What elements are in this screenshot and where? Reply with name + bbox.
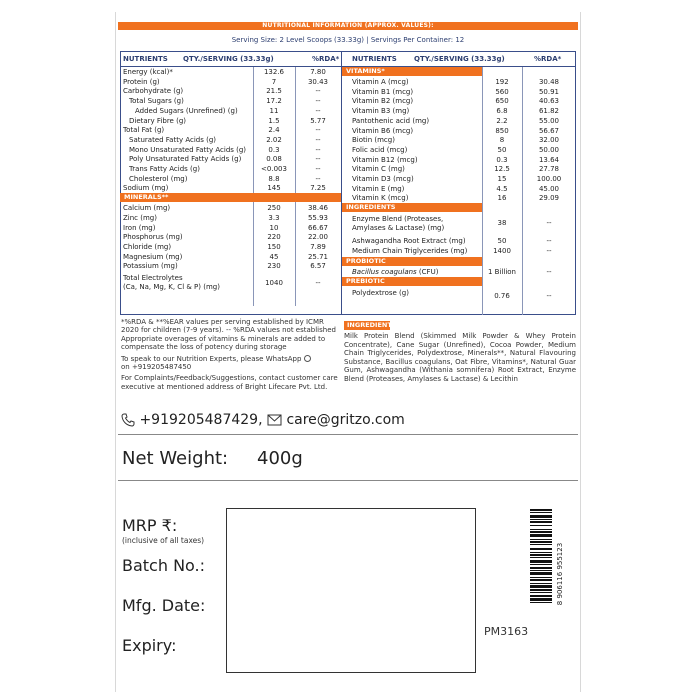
nutrient-label: Total Fat (g) (123, 126, 165, 135)
probiotic-unit: (CFU) (416, 267, 439, 276)
table-header-rda: %RDA* (312, 55, 340, 63)
nutrient-qty: 132.6 (263, 68, 285, 76)
nutrient-rda: 7.25 (310, 184, 326, 193)
nutrient-qty: 11 (269, 106, 279, 115)
ingredients-table-heading: INGREDIENTS (342, 203, 482, 212)
contact-line (121, 412, 405, 428)
nutrition-title: NUTRITIONAL INFORMATION (APPROX. VALUES): (118, 22, 578, 30)
mineral-qty: 250 (267, 204, 281, 213)
ingredient-label: Ashwagandha Root Extract (mg) (352, 237, 466, 246)
mineral-qty: 3.3 (268, 213, 280, 222)
vitamin-label: Vitamin A (mcg) (352, 78, 409, 86)
vitamin-qty: 50 (497, 145, 507, 154)
electrolytes-rda: -- (315, 279, 321, 287)
expiry-label: Expiry: (122, 636, 177, 655)
mineral-label: Potassium (mg) (123, 262, 178, 271)
nutrient-qty: 2.4 (268, 126, 280, 135)
nutrient-qty: 17.2 (266, 97, 282, 106)
table-header-nutrients: NUTRIENTS (123, 55, 168, 63)
barcode-bar (530, 577, 552, 578)
nutrient-rda: 7.80 (310, 68, 326, 76)
vitamin-rda: 27.78 (538, 165, 560, 174)
barcode-bar (530, 534, 552, 537)
complaints-note: For Complaints/Feedback/Suggestions, contact customer care executive at mentioned address of Bright Lifecare Pvt. Ltd. (121, 374, 338, 391)
mineral-label: Zinc (mg) (123, 213, 157, 222)
mrp-subtext: (inclusive of all taxes) (122, 536, 205, 545)
vitamin-rda: 56.67 (538, 126, 560, 135)
vitamin-label: Vitamin B1 (mcg) (352, 87, 414, 96)
barcode-bar (530, 592, 552, 593)
nutrient-label: Energy (kcal)* (123, 68, 173, 76)
barcode-bar (530, 509, 552, 511)
vitamin-qty: 4.5 (496, 184, 508, 193)
vitamin-rda: 50.00 (538, 145, 560, 154)
table-header-rda: %RDA* (534, 55, 562, 63)
vitamins-heading: VITAMINS* (342, 67, 482, 76)
ingredient-label: Enzyme Blend (Proteases, (352, 215, 444, 224)
ingredient-qty: 50 (497, 237, 507, 246)
ingredient-label-2: Amylases & Lactase) (mg) (352, 224, 445, 233)
vitamin-qty: 6.8 (496, 107, 508, 116)
ingredients-text: Milk Protein Blend (Skimmed Milk Powder & Whey Protein Concentrate), Cane Sugar (Unrefined), Cocoa Powder, Medium Chain Triglycerides, Polydextrose, Minerals**, Natural Flavouring Substance, Bacillus coagulans, Oat Fibre, Vitamins*, Natural Guar Gum, Ashwagandha (Withania somnifera) Root Extract, Enzyme Blend (Proteases, Amylases & Lactase) & Lecithin (344, 332, 576, 383)
divider (118, 480, 578, 481)
ingredient-rda: -- (546, 219, 552, 228)
prebiotic-qty: 0.76 (494, 291, 510, 300)
mineral-label: Phosphorus (mg) (123, 233, 183, 242)
mineral-label: Chloride (mg) (123, 242, 172, 251)
barcode-bar (530, 570, 552, 571)
nutrient-rda: -- (315, 145, 321, 154)
nutrient-qty: 1.5 (268, 116, 280, 125)
probiotic-label (352, 267, 438, 277)
barcode-bar (530, 579, 552, 581)
vitamin-label: Vitamin K (mcg) (352, 194, 409, 203)
barcode-bar (530, 525, 552, 526)
whatsapp-text: To speak to our Nutrition Experts, please WhatsApp (121, 354, 302, 363)
barcode-bar (530, 557, 552, 558)
vitamin-rda: 13.64 (538, 155, 560, 164)
vitamin-label: Vitamin D3 (mcg) (352, 175, 414, 183)
vitamin-rda: 55.00 (538, 116, 560, 125)
barcode-bar (530, 583, 552, 584)
nutrient-rda: -- (315, 155, 321, 164)
vitamin-rda: 100.00 (536, 175, 562, 183)
vitamin-rda: 29.09 (538, 194, 560, 203)
vitamin-label: Vitamin B3 (mg) (352, 107, 410, 116)
nutrient-rda: -- (315, 126, 321, 135)
vitamin-label: Biotin (mcg) (352, 136, 395, 145)
barcode-bar (530, 602, 552, 603)
vitamin-qty: 16 (497, 194, 507, 203)
probiotic-qty: 1 Billion (488, 267, 516, 276)
vitamin-qty: 850 (495, 126, 509, 135)
vitamin-label: Vitamin E (mg) (352, 184, 405, 193)
nutrient-rda: -- (315, 97, 321, 106)
nutrient-label: Trans Fatty Acids (g) (129, 165, 200, 173)
whatsapp-note (121, 355, 339, 363)
vitamin-qty: 0.3 (496, 155, 508, 164)
nutrient-qty: 2.02 (266, 135, 282, 144)
ingredient-qty: 1400 (493, 246, 511, 255)
ingredients-heading: INGREDIENTS (344, 321, 390, 330)
barcode-digits: 8 906116 955123 (556, 542, 564, 606)
mineral-label: Iron (mg) (123, 223, 156, 232)
whatsapp-number: on +919205487450 (121, 363, 192, 372)
electrolytes-label: Total Electrolytes (123, 274, 183, 282)
email-icon (267, 414, 282, 426)
vitamin-rda: 50.91 (538, 87, 560, 96)
mineral-qty: 45 (269, 252, 279, 261)
probiotic-heading: PROBIOTIC (342, 257, 482, 266)
nutrient-rda: -- (315, 174, 321, 183)
barcode-bar (530, 519, 552, 520)
nutrient-label: Poly Unsaturated Fatty Acids (g) (129, 155, 242, 164)
ingredient-rda: -- (546, 246, 552, 255)
vitamin-label: Vitamin C (mg) (352, 165, 405, 174)
minerals-heading: MINERALS** (120, 193, 341, 202)
vitamin-qty: 650 (495, 97, 509, 106)
vitamin-rda: 30.48 (538, 78, 560, 86)
vitamin-label: Vitamin B2 (mcg) (352, 97, 414, 106)
nutrient-label: Protein (g) (123, 77, 160, 86)
mineral-label: Magnesium (mg) (123, 252, 183, 261)
barcode-bar (530, 548, 552, 550)
ingredient-label: Medium Chain Triglycerides (mg) (352, 246, 468, 255)
contact-phone: +919205487429, (139, 412, 263, 428)
net-weight-value: 400g (257, 448, 303, 469)
mfg-date-label: Mfg. Date: (122, 596, 206, 615)
mineral-rda: 25.71 (307, 252, 329, 261)
rda-note: *%RDA & **%EAR values per serving established by ICMR 2020 for children (7-9 years). -- %RDA values not established (121, 318, 336, 335)
nutrient-label: Cholesterol (mg) (129, 174, 188, 183)
barcode-bar (530, 512, 552, 513)
nutrient-label: Carbohydrate (g) (123, 87, 184, 96)
barcode-bar (530, 595, 552, 597)
nutrient-qty: 0.08 (266, 155, 282, 164)
vitamin-qty: 12.5 (494, 165, 510, 174)
barcode-bar (530, 544, 552, 545)
barcode-bar (530, 585, 552, 588)
barcode-bar (530, 541, 552, 543)
nutrient-rda: 30.43 (307, 77, 329, 86)
mineral-qty: 220 (267, 233, 281, 242)
ingredient-qty: 38 (497, 219, 507, 228)
barcode-bar (530, 552, 552, 553)
mineral-qty: 150 (267, 242, 281, 251)
nutrient-rda: 5.77 (310, 116, 326, 125)
divider (118, 434, 578, 435)
table-header-qty: QTY./SERVING (33.33g) (414, 55, 505, 63)
vitamin-label: Pantothenic acid (mg) (352, 116, 430, 125)
mineral-label: Calcium (mg) (123, 204, 171, 213)
vitamin-qty: 15 (497, 175, 507, 183)
vitamin-qty: 192 (495, 78, 509, 86)
footnotes (121, 318, 339, 391)
nutrient-label: Total Sugars (g) (129, 97, 184, 106)
barcode-bar (530, 567, 552, 569)
barcode-bar (530, 560, 552, 563)
barcode-bar (530, 529, 552, 530)
contact-email: care@gritzo.com (286, 412, 405, 428)
serving-info: Serving Size: 2 Level Scoops (33.33g) | Servings Per Container: 12 (231, 36, 465, 44)
vitamin-qty: 8 (499, 136, 505, 145)
nutrient-qty: <0.003 (261, 165, 287, 173)
nutrient-qty: 145 (267, 184, 281, 193)
barcode-bar (530, 589, 552, 591)
vitamin-label: Vitamin B6 (mcg) (352, 126, 414, 135)
vitamin-qty: 560 (495, 87, 509, 96)
table-divider (341, 51, 342, 315)
pm-code: PM3163 (484, 625, 529, 638)
barcode-bar (530, 572, 552, 575)
nutrient-rda: -- (315, 106, 321, 115)
probiotic-rda: -- (546, 267, 552, 276)
whatsapp-icon (304, 355, 311, 362)
mineral-rda: 66.67 (307, 223, 329, 232)
mrp-label: MRP ₹: (122, 516, 178, 535)
probiotic-name: Bacillus coagulans (352, 267, 417, 276)
nutrient-qty: 8.8 (268, 174, 280, 183)
prebiotic-rda: -- (546, 291, 552, 300)
mineral-rda: 22.00 (307, 233, 329, 242)
vitamin-rda: 61.82 (538, 107, 560, 116)
nutrient-qty: 7 (271, 77, 277, 86)
vitamin-label: Vitamin B12 (mcg) (352, 155, 418, 164)
nutrient-rda: -- (315, 135, 321, 144)
mineral-rda: 7.89 (310, 242, 326, 251)
prebiotic-heading: PREBIOTIC (342, 277, 482, 286)
ingredient-rda: -- (546, 237, 552, 246)
batch-label: Batch No.: (122, 556, 206, 575)
nutrient-rda: -- (315, 165, 321, 173)
vitamin-rda: 45.00 (538, 184, 560, 193)
barcode-bar (530, 531, 552, 533)
nutrient-label: Added Sugars (Unrefined) (g) (135, 106, 238, 115)
vitamin-rda: 32.00 (538, 136, 560, 145)
barcode-bar (530, 515, 552, 518)
nutrient-label: Sodium (mg) (123, 184, 169, 193)
barcode-bar (530, 554, 552, 556)
barcode-bar (530, 564, 552, 565)
electrolytes-qty: 1040 (265, 279, 283, 287)
overage-note: Appropriate overages of vitamins & minerals are added to compensate the loss of potency during storage (121, 334, 326, 352)
mineral-qty: 10 (269, 223, 279, 232)
nutrient-rda: -- (315, 87, 321, 96)
vitamin-label: Folic acid (mcg) (352, 145, 408, 154)
phone-icon (121, 413, 135, 427)
barcode-bar (530, 521, 552, 523)
mineral-rda: 6.57 (310, 262, 326, 271)
nutrient-qty: 21.5 (266, 87, 282, 96)
vitamin-qty: 2.2 (496, 116, 508, 125)
nutrient-label: Dietary Fibre (g) (129, 116, 186, 125)
print-area-box (226, 508, 476, 673)
nutrient-label: Mono Unsaturated Fatty Acids (g) (129, 145, 247, 154)
net-weight-label: Net Weight: (122, 448, 229, 469)
electrolytes-label-2: (Ca, Na, Mg, K, Cl & P) (mg) (123, 283, 220, 291)
barcode-bar (530, 539, 552, 540)
mineral-qty: 230 (267, 262, 281, 271)
barcode-bar (530, 598, 552, 601)
mineral-rda: 55.93 (307, 213, 329, 222)
table-header-qty: QTY./SERVING (33.33g) (183, 55, 274, 63)
prebiotic-label: Polydextrose (g) (352, 288, 409, 297)
mineral-rda: 38.46 (307, 204, 329, 213)
nutrient-label: Saturated Fatty Acids (g) (129, 135, 217, 144)
table-header-nutrients: NUTRIENTS (352, 55, 397, 63)
nutrient-qty: 0.3 (268, 145, 280, 154)
vitamin-rda: 40.63 (538, 97, 560, 106)
